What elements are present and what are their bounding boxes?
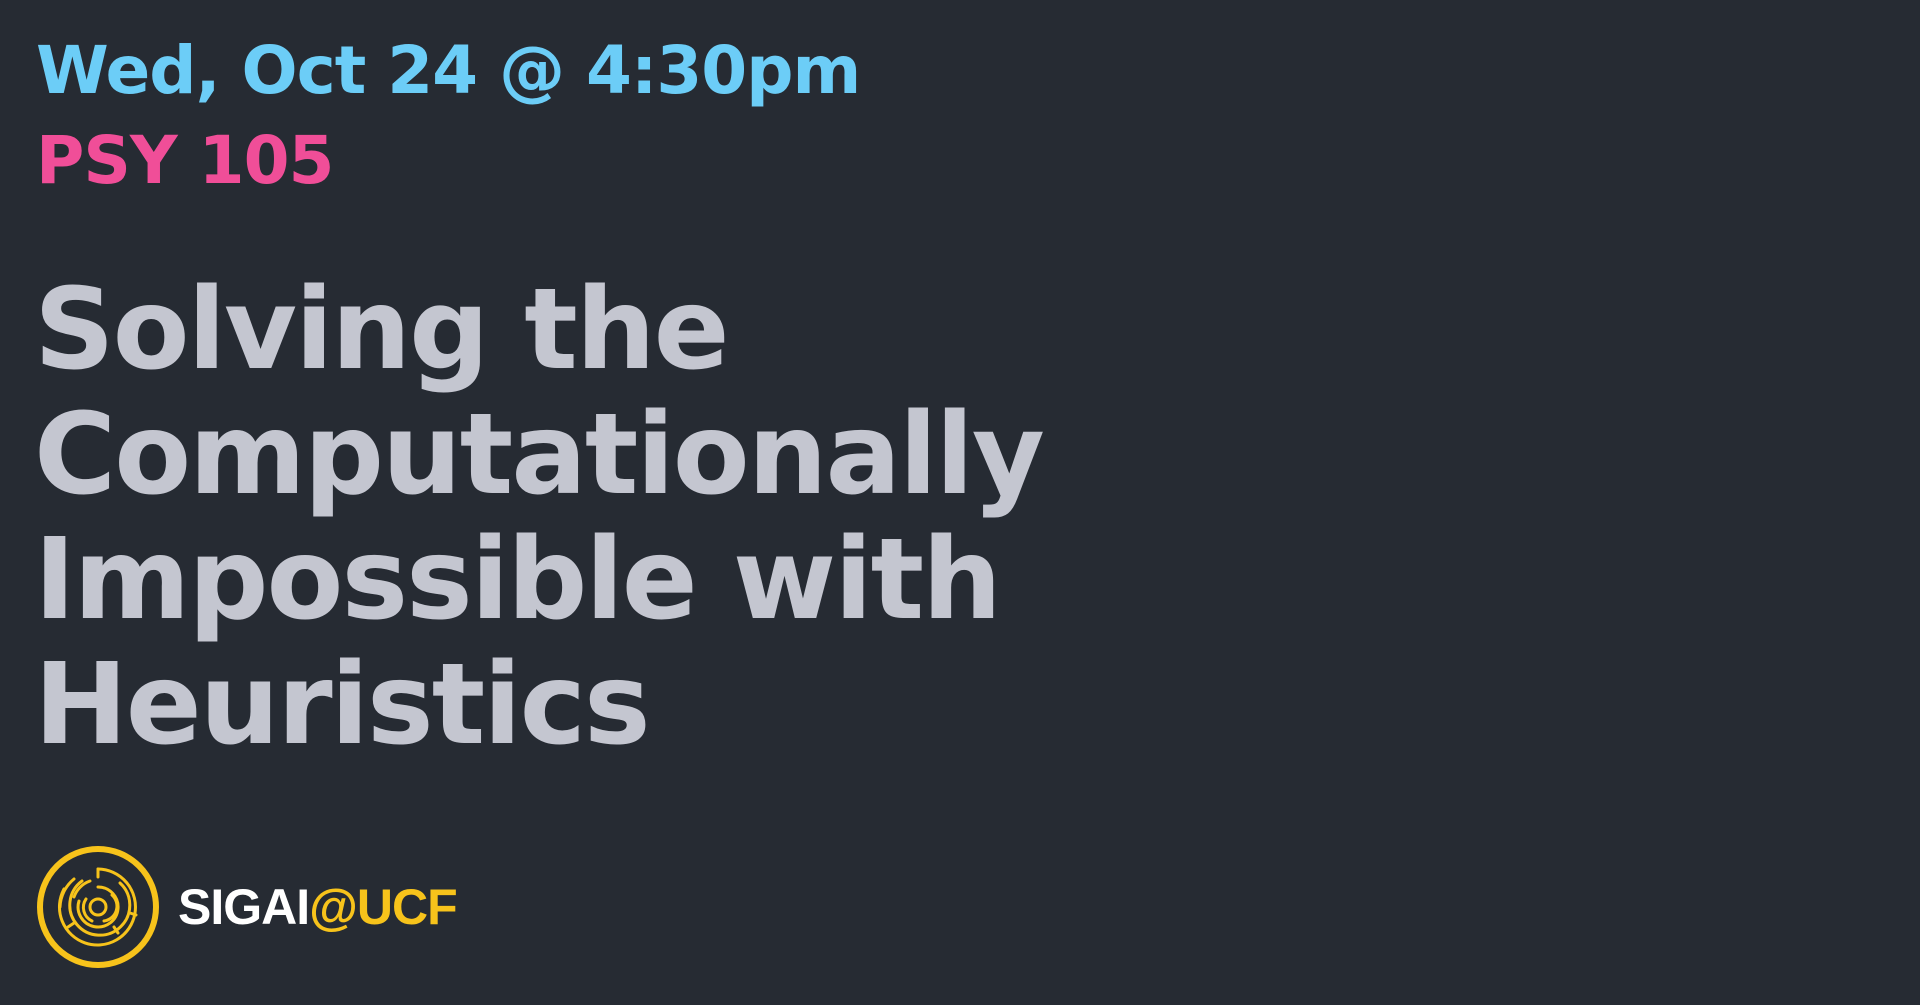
talk-title-line-1: Solving the [34, 265, 728, 395]
event-location: PSY 105 [36, 122, 334, 199]
logo-org-name: SIGAI [178, 879, 310, 935]
event-datetime: Wed, Oct 24 @ 4:30pm [36, 32, 861, 109]
talk-title-line-4: Heuristics [34, 640, 649, 770]
sigai-ucf-logo [34, 843, 457, 971]
talk-title [34, 265, 1134, 770]
talk-title-line-2: Computationally [34, 390, 1043, 520]
maze-circle-icon [34, 843, 162, 971]
logo-org-suffix: @UCF [309, 879, 457, 935]
logo-wordmark [178, 878, 457, 936]
talk-title-line-3: Impossible with [34, 515, 1000, 645]
